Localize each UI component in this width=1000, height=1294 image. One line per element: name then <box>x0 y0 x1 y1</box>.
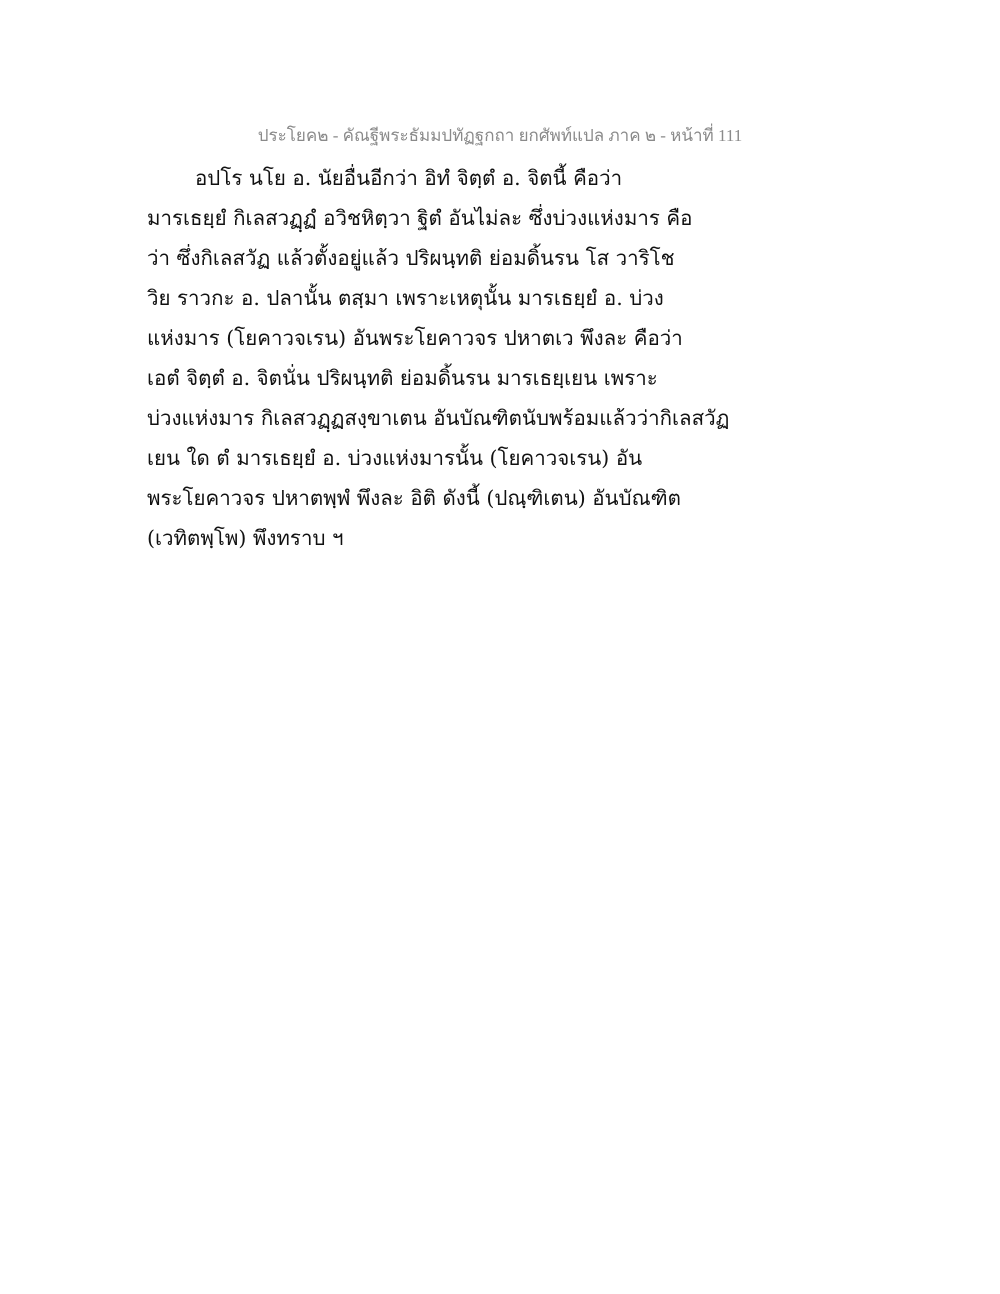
body-paragraph <box>147 158 730 558</box>
text-line: เอตํ จิตฺตํ อ. จิตนั่น ปริผนฺทติ ย่อมดิ้นรน มารเธยฺเยน เพราะ <box>147 366 658 390</box>
text-line: ว่า ซึ่งกิเลสวัฏ แล้วตั้งอยู่แล้ว ปริผนฺทติ ย่อมดิ้นรน โส วาริโช <box>147 246 675 270</box>
text-line: บ่วงแห่งมาร กิเลสวฏฺฏสงฺขาเตน อันบัณฑิตนับพร้อมแล้วว่ากิเลสวัฏ <box>147 406 730 430</box>
text-line: เยน ใด ตํ มารเธยฺยํ อ. บ่วงแห่งมารนั้น (โยคาวจเรน) อัน <box>147 446 643 470</box>
text-line: มารเธยฺยํ กิเลสวฏฺฏํ อวิชหิตฺวา ฐิตํ อันไม่ละ ซึ่งบ่วงแห่งมาร คือ <box>147 206 693 230</box>
running-header: ประโยค๒ - คัณฐีพระธัมมปทัฏฐกถา ยกศัพท์แปล ภาค ๒ - หน้าที่ 111 <box>257 126 743 145</box>
text-line: (เวทิตพฺโพ) พึงทราบ ฯ <box>147 526 344 550</box>
text-line: วิย ราวกะ อ. ปลานั้น ตสฺมา เพราะเหตุนั้น มารเธยฺยํ อ. บ่วง <box>147 286 664 310</box>
text-line: อปโร นโย อ. นัยอื่นอีกว่า อิทํ จิตฺตํ อ. จิตนี้ คือว่า <box>195 166 623 190</box>
text-line: พระโยคาวจร ปหาตพฺพํ พึงละ อิติ ดังนี้ (ปณฺฑิเตน) อันบัณฑิต <box>147 486 681 510</box>
text-line: แห่งมาร (โยคาวจเรน) อันพระโยคาวจร ปหาตเว พึงละ คือว่า <box>147 326 683 350</box>
